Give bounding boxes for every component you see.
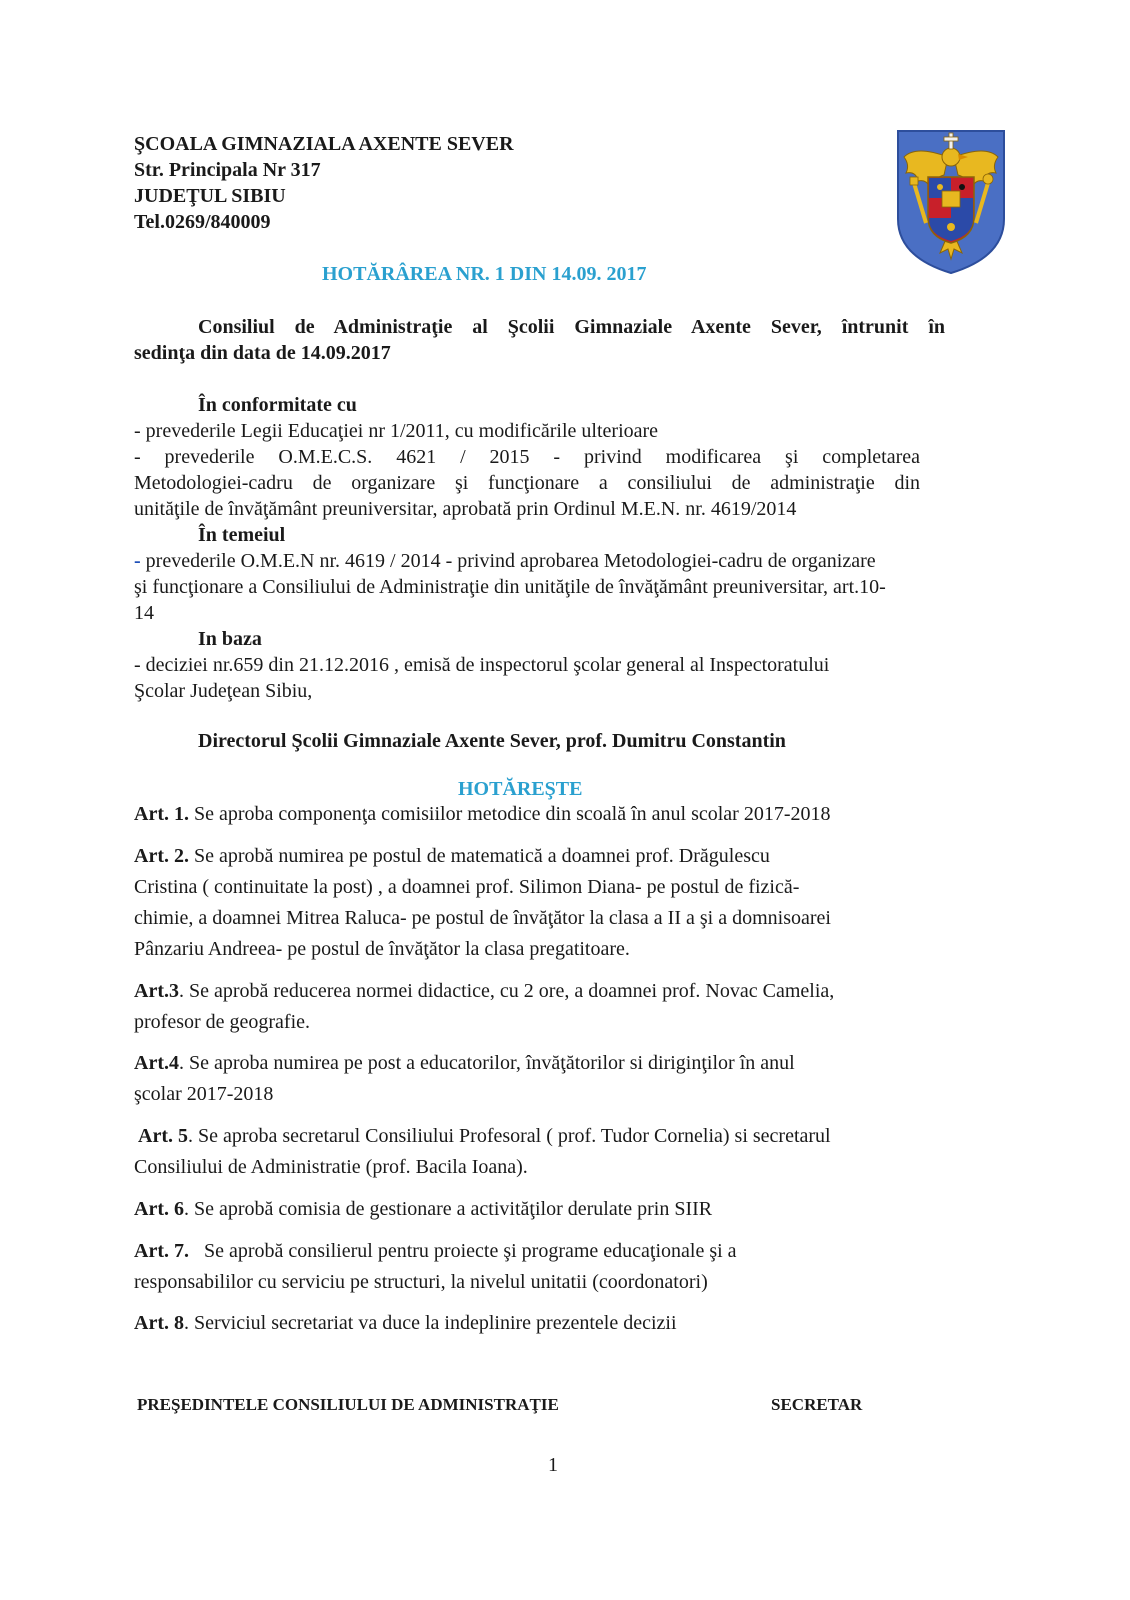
article-text: Se aprobă numirea pe postul de matematică a doamnei prof. Drăgulescu — [188, 845, 770, 867]
article-text: . Se aprobă reducerea normei didactice, cu 2 ore, a doamnei prof. Novac Camelia, — [178, 980, 835, 1002]
decides-heading: HOTĂREŞTE — [458, 778, 583, 800]
article-text: . Se aproba numirea pe post a educatorilor, învăţătorilor si diriginţilor în anul — [178, 1052, 795, 1074]
coat-of-arms-icon — [896, 127, 1006, 275]
article — [134, 1048, 795, 1110]
article — [134, 841, 831, 965]
article — [134, 1194, 712, 1225]
article-label: Art. 2. — [134, 845, 189, 867]
baza-heading: In baza — [198, 628, 262, 650]
article-text: Se aprobă consilierul pentru proiecte şi programe educaţionale şi a — [188, 1240, 737, 1262]
conformity-heading: În conformitate cu — [198, 394, 357, 416]
article-label: Art. 1. — [134, 803, 189, 825]
school-address: Str. Principala Nr 317 — [134, 159, 321, 181]
article-text: Cristina ( continuitate la post) , a doamnei prof. Silimon Diana- pe postul de fizică- — [134, 876, 800, 898]
article-label: Art. 7. — [134, 1240, 189, 1262]
article-text: Consiliului de Administratie (prof. Bacila Ioana). — [134, 1156, 528, 1178]
president-signature-label: PREŞEDINTELE CONSILIULUI DE ADMINISTRAŢIE — [137, 1395, 559, 1414]
school-name: ŞCOALA GIMNAZIALA AXENTE SEVER — [134, 133, 514, 155]
conformity-line-2: - prevederile O.M.E.C.S. 4621 / 2015 - privind modificarea şi completarea — [134, 446, 920, 468]
article-text: responsabililor cu serviciu pe structuri, la nivelul unitatii (coordonatori) — [134, 1271, 708, 1293]
article-text: . Se aproba secretarul Consiliului Profesoral ( prof. Tudor Cornelia) si secretarul — [187, 1125, 831, 1147]
director-line: Directorul Şcolii Gimnaziale Axente Sever, prof. Dumitru Constantin — [198, 730, 786, 752]
article-text: . Se aprobă comisia de gestionare a activităţilor derulate prin SIIR — [183, 1198, 713, 1220]
article-label: Art. 5 — [138, 1125, 188, 1147]
temei-line-2: şi funcţionare a Consiliului de Administraţie din unităţile de învăţământ preuniversitar, art.10- — [134, 576, 886, 598]
article-text: profesor de geografie. — [134, 1011, 311, 1033]
conformity-line-1: - prevederile Legii Educaţiei nr 1/2011, cu modificările ulterioare — [134, 420, 659, 442]
page-number: 1 — [548, 1454, 558, 1476]
article-label: Art. 6 — [134, 1198, 184, 1220]
article — [134, 1121, 831, 1183]
school-county: JUDEŢUL SIBIU — [134, 185, 286, 207]
conformity-line-4: unităţile de învăţământ preuniversitar, aprobată prin Ordinul M.E.N. nr. 4619/2014 — [134, 498, 797, 520]
article — [134, 1236, 737, 1298]
article — [134, 976, 834, 1038]
article — [134, 799, 830, 830]
article-label: Art.3 — [134, 980, 179, 1002]
article-text: chimie, a doamnei Mitrea Raluca- pe postul de învăţător la clasa a II a şi a domnisoarei — [134, 907, 831, 929]
intro-line-1: Consiliul de Administraţie al Şcolii Gimnaziale Axente Sever, întrunit în — [198, 316, 945, 338]
intro-line-2: sedinţa din data de 14.09.2017 — [134, 342, 391, 364]
article-text: Se aproba componenţa comisiilor metodice din scoală în anul scolar 2017-2018 — [188, 803, 831, 825]
temei-line-3: 14 — [134, 602, 154, 624]
secretary-signature-label: SECRETAR — [771, 1395, 863, 1414]
temei-dash: - — [134, 550, 141, 572]
baza-line-1: - deciziei nr.659 din 21.12.2016 , emisă de inspectorul şcolar general al Inspectoratului — [134, 654, 830, 676]
article-text: . Serviciul secretariat va duce la indeplinire prezentele decizii — [183, 1312, 677, 1334]
article-label: Art. 8 — [134, 1312, 184, 1334]
article — [134, 1308, 677, 1339]
school-phone: Tel.0269/840009 — [134, 211, 271, 233]
article-label: Art.4 — [134, 1052, 179, 1074]
decision-title: HOTĂRÂREA NR. 1 DIN 14.09. 2017 — [322, 263, 647, 285]
temei-line-1-text: prevederile O.M.E.N nr. 4619 / 2014 - privind aprobarea Metodologiei-cadru de organizare — [140, 550, 876, 572]
baza-line-2: Şcolar Judeţean Sibiu, — [134, 680, 313, 702]
temei-heading: În temeiul — [198, 524, 286, 546]
temei-line-1 — [134, 548, 876, 574]
article-text: şcolar 2017-2018 — [134, 1083, 274, 1105]
article-text: Pânzariu Andreea- pe postul de învăţător la clasa pregatitoare. — [134, 938, 630, 960]
conformity-line-3: Metodologiei-cadru de organizare şi funcţionare a consiliului de administraţie din — [134, 472, 920, 494]
